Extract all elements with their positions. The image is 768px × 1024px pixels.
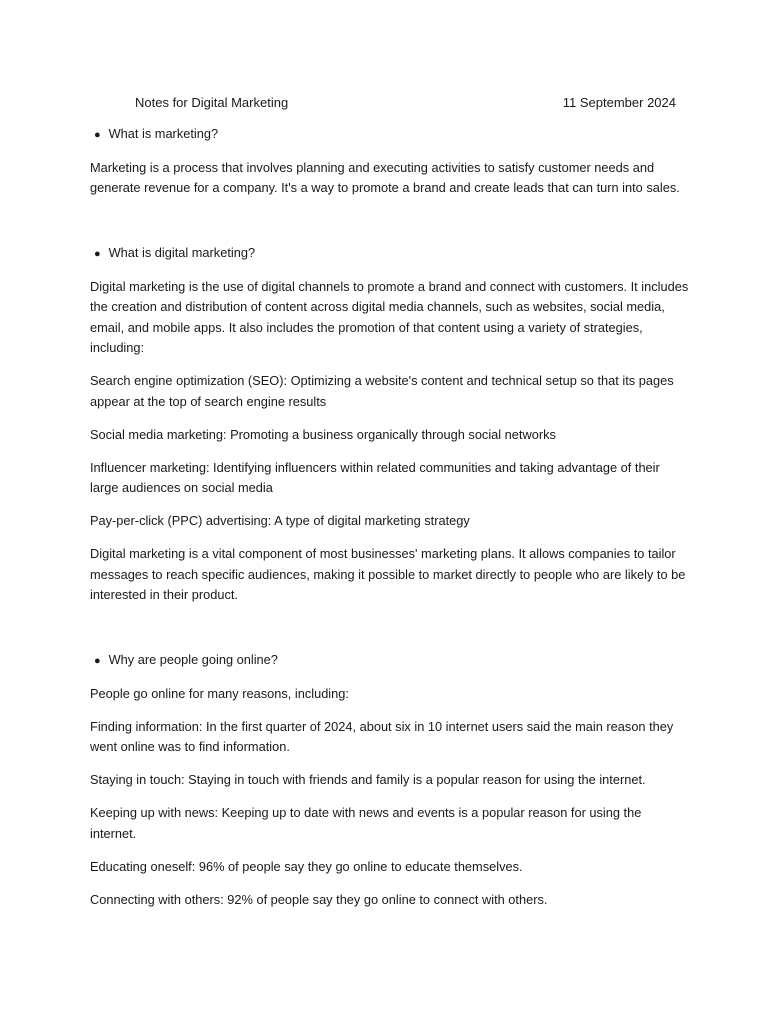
paragraph: Digital marketing is a vital component of most businesses' marketing plans. It allows companies to tailor messages to reach specific audiences, making it possible to market directly to people who are likely to be interested in their product.	[90, 546, 686, 602]
section-spacer	[90, 618, 690, 650]
section-heading-text: Why are people going online?	[108, 652, 278, 667]
paragraph-finding-information: Finding information: In the first quarter of 2024, about six in 10 internet users said the main reason they went online was to find information.	[90, 718, 674, 754]
document-date: 11 September 2024	[562, 95, 676, 110]
bullet-dot: ●	[94, 655, 101, 667]
section-heading-text: What is digital marketing?	[108, 245, 256, 260]
paragraph-news: Keeping up with news: Keeping up to date with news and events is a popular reason for using the internet.	[90, 805, 642, 841]
paragraph-educating: Educating oneself: 96% of people say they go online to educate themselves.	[90, 858, 523, 874]
document-title: Notes for Digital Marketing	[135, 95, 289, 110]
section-heading-text: What is marketing?	[108, 126, 219, 141]
section-heading-marketing	[90, 124, 690, 146]
paragraph-connecting: Connecting with others: 92% of people say they go online to connect with others.	[90, 891, 548, 907]
section-heading-why-online	[90, 650, 690, 672]
section-heading-digital-marketing	[90, 243, 690, 265]
paragraph-seo: Search engine optimization (SEO): Optimizing a website's content and technical setup so that its pages appear at the top of search engine results	[90, 373, 674, 409]
bullet-dot: ●	[94, 129, 101, 141]
paragraph-social-media: Social media marketing: Promoting a business organically through social networks	[90, 426, 556, 442]
paragraph: Digital marketing is the use of digital channels to promote a brand and connect with customers. It includes the creation and distribution of content across digital media channels, such as websites, social media, email, and mobile apps. It also includes the promotion of that content using a variety of strategies, including:	[90, 278, 689, 355]
paragraph: Marketing is a process that involves planning and executing activities to satisfy customer needs and generate revenue for a company. It's a way to promote a brand and create leads that can turn into sales.	[90, 159, 680, 195]
section-spacer	[90, 211, 690, 243]
paragraph-ppc: Pay-per-click (PPC) advertising: A type of digital marketing strategy	[90, 513, 470, 528]
paragraph: People go online for many reasons, including:	[90, 685, 349, 701]
paragraph-staying-in-touch: Staying in touch: Staying in touch with friends and family is a popular reason for using the internet.	[90, 772, 646, 787]
document-header	[135, 93, 676, 113]
bullet-dot: ●	[94, 248, 101, 260]
document-body	[90, 124, 690, 923]
paragraph-influencer: Influencer marketing: Identifying influencers within related communities and taking advantage of their large audiences on social media	[90, 459, 660, 495]
